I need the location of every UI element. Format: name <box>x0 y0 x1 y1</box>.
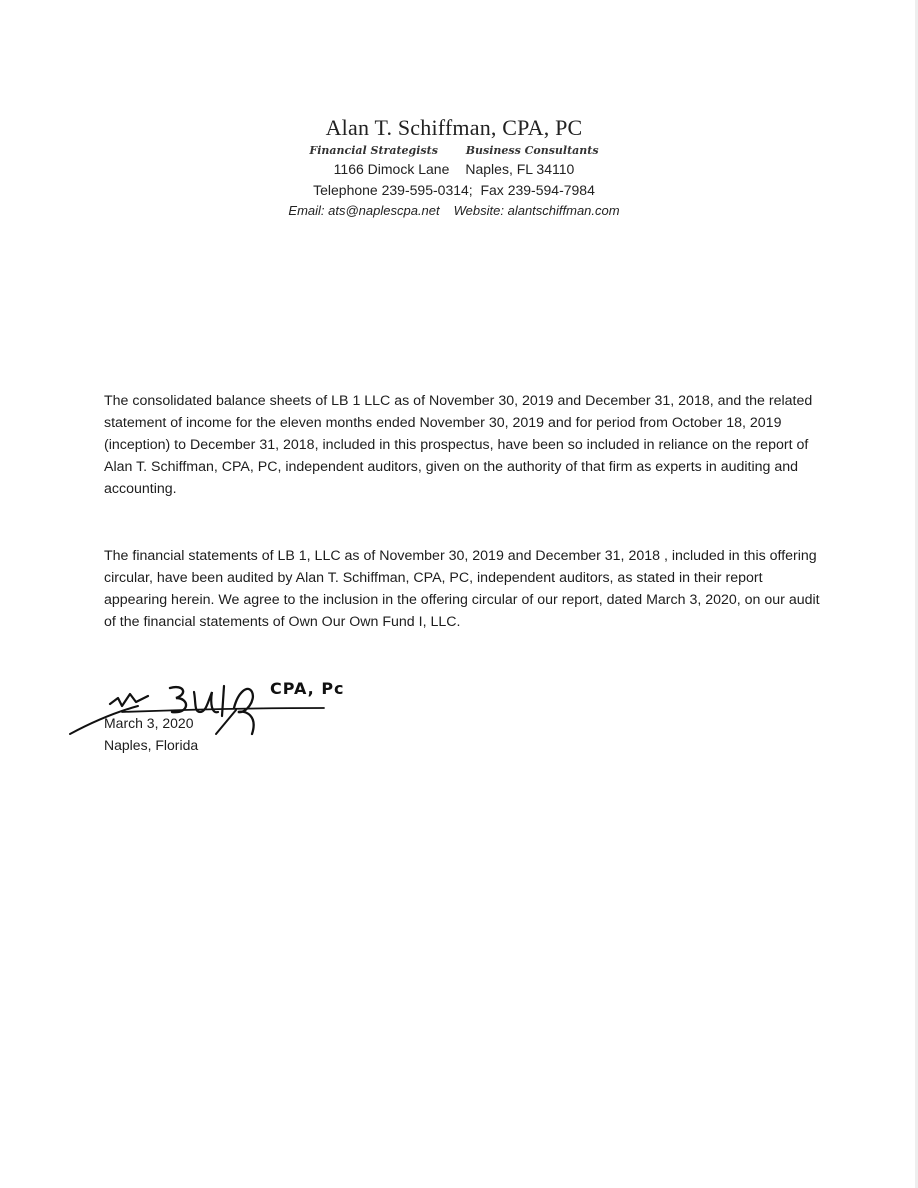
consent-paragraph-2: The financial statements of LB 1, LLC as of November 30, 2019 and December 31, 2018 , included in this offering circular, have been audited by Alan T. Schiffman, CPA, PC, independent auditors, as stated in their report appearing herein. We agree to the inclusion in the offering circular of our report, dated March 3, 2020, on our audit of the financial statements of Own Our Own Fund I, LLC. <box>104 548 820 630</box>
contact-line <box>0 201 908 220</box>
taglines <box>0 143 908 159</box>
street-address: 1166 Dimock Lane <box>333 161 450 177</box>
report-location: Naples, Florida <box>104 737 199 753</box>
consent-paragraph-1: The consolidated balance sheets of LB 1 LLC as of November 30, 2019 and December 31, 2018, and the related statement of income for the eleven months ended November 30, 2019 and for period from October 18, 2019 (inception) to December 31, 2018, included in this prospectus, have been so included in reliance on the report of Alan T. Schiffman, CPA, PC, independent auditors, given on the authority of that firm as experts in auditing and accounting. <box>104 393 813 497</box>
tagline-financial: Financial Strategists <box>309 144 438 157</box>
report-date: March 3, 2020 <box>104 715 194 731</box>
phone-line <box>0 180 908 201</box>
city-state-zip: Naples, FL 34110 <box>465 161 575 177</box>
fax: Fax 239-594-7984 <box>480 182 595 198</box>
telephone: Telephone 239-595-0314; <box>313 182 473 198</box>
letterhead <box>0 114 908 220</box>
signature-suffix: CPA, Pc <box>270 679 345 698</box>
tagline-business: Business Consultants <box>465 144 599 157</box>
email-address: Email: ats@naplescpa.net <box>288 203 440 218</box>
website: Website: alantschiffman.com <box>453 203 620 218</box>
address-line <box>0 159 908 180</box>
firm-name: Alan T. Schiffman, CPA, PC <box>325 115 583 140</box>
